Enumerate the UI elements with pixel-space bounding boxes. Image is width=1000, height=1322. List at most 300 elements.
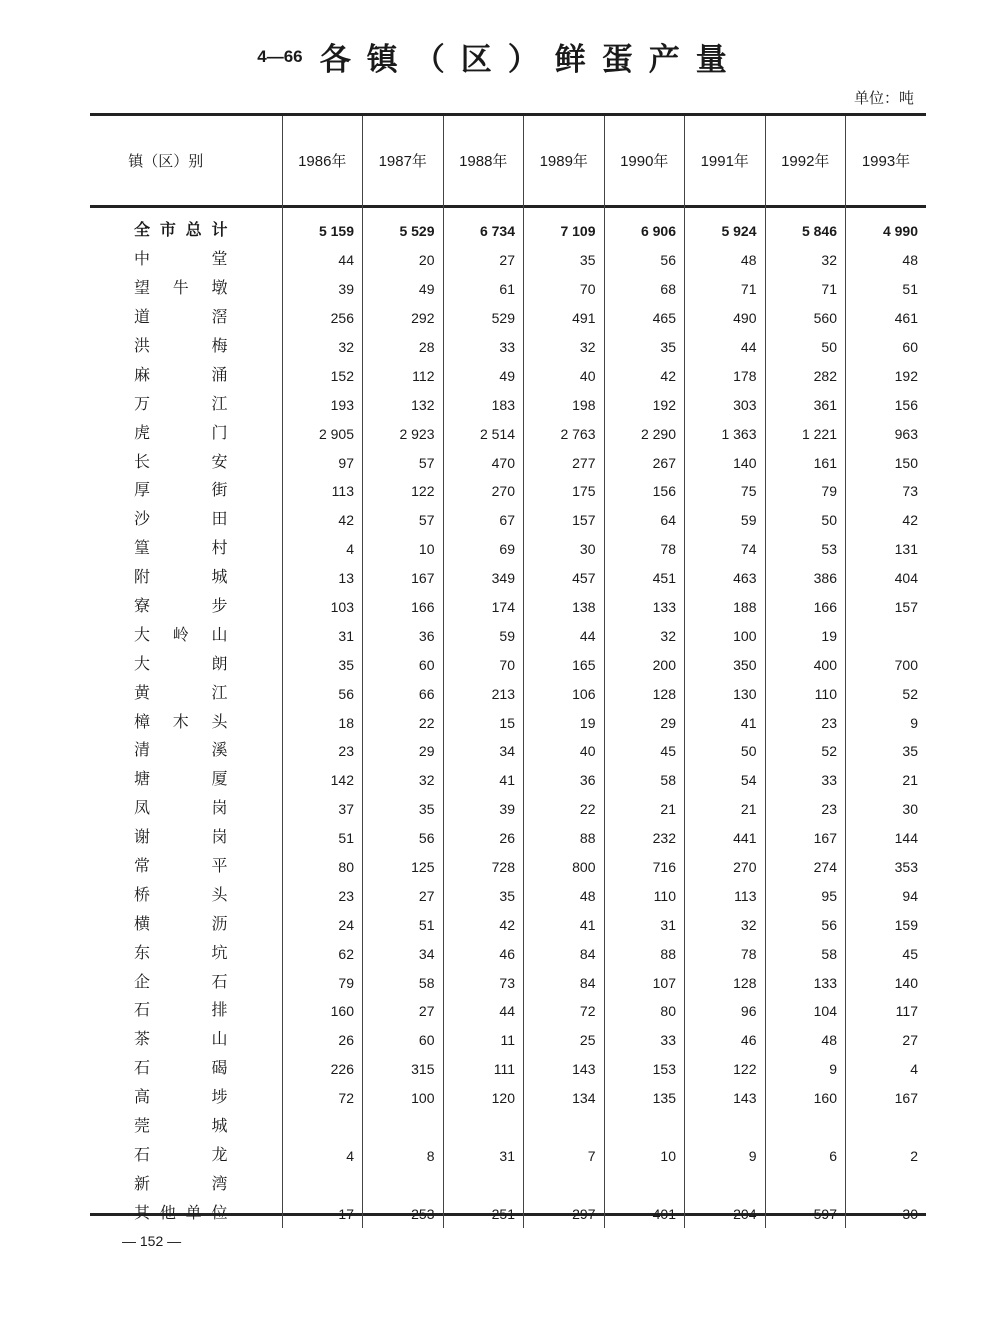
production-value: 32: [282, 333, 363, 362]
production-value: 353: [846, 853, 927, 882]
production-value: 303: [685, 390, 766, 419]
production-value: 200: [604, 650, 685, 679]
production-value: 50: [765, 333, 846, 362]
production-value: 192: [846, 361, 927, 390]
production-value: 166: [765, 593, 846, 622]
production-value: 57: [363, 506, 444, 535]
production-value: 4: [282, 1142, 363, 1171]
table-row: [90, 477, 926, 506]
table-row: [90, 304, 926, 333]
production-value: [604, 1170, 685, 1199]
production-value: 128: [604, 679, 685, 708]
production-value: 23: [765, 708, 846, 737]
region-name: 长安: [134, 453, 228, 471]
production-value: 4: [846, 1055, 927, 1084]
production-value: [765, 1170, 846, 1199]
production-value: 56: [363, 824, 444, 853]
production-value: 157: [524, 506, 605, 535]
region-name: 黄江: [134, 684, 228, 702]
production-value: 33: [765, 766, 846, 795]
production-value: 490: [685, 304, 766, 333]
production-value: 39: [443, 795, 524, 824]
production-value: 54: [685, 766, 766, 795]
region-name: 东坑: [134, 944, 228, 962]
production-value: 5 924: [685, 217, 766, 246]
production-value: 41: [524, 910, 605, 939]
production-value: 6 734: [443, 217, 524, 246]
total-row: [90, 217, 926, 246]
production-value: [846, 1170, 927, 1199]
production-value: 35: [524, 246, 605, 275]
header-spacer-row: [90, 205, 926, 217]
production-value: 21: [846, 766, 927, 795]
production-value: 100: [685, 621, 766, 650]
production-value: 183: [443, 390, 524, 419]
production-value: 21: [685, 795, 766, 824]
production-value: 2 763: [524, 419, 605, 448]
production-value: 88: [604, 939, 685, 968]
production-value: 32: [685, 910, 766, 939]
production-value: 560: [765, 304, 846, 333]
region-name: 石排: [134, 1002, 228, 1020]
production-value: 1 221: [765, 419, 846, 448]
production-value: 132: [363, 390, 444, 419]
production-value: [363, 1170, 444, 1199]
production-value: 175: [524, 477, 605, 506]
region-name: 虎门: [134, 424, 228, 442]
table-row: [90, 1170, 926, 1199]
production-value: [363, 1113, 444, 1142]
production-value: 13: [282, 564, 363, 593]
production-value: 49: [443, 361, 524, 390]
production-value: 7: [524, 1142, 605, 1171]
production-value: 53: [765, 535, 846, 564]
production-value: 51: [363, 910, 444, 939]
production-value: 160: [765, 1084, 846, 1113]
table-row: [90, 390, 926, 419]
production-value: 5 159: [282, 217, 363, 246]
production-value: 68: [604, 275, 685, 304]
production-value: 140: [685, 448, 766, 477]
production-value: 49: [363, 275, 444, 304]
production-value: 23: [282, 737, 363, 766]
production-value: [282, 1113, 363, 1142]
production-value: 72: [282, 1084, 363, 1113]
production-value: 35: [282, 650, 363, 679]
table-row: [90, 593, 926, 622]
production-value: 8: [363, 1142, 444, 1171]
production-value: 165: [524, 650, 605, 679]
production-value: 71: [765, 275, 846, 304]
production-value: 315: [363, 1055, 444, 1084]
production-value: 274: [765, 853, 846, 882]
year-column-header: 1986年: [282, 116, 363, 205]
production-value: 700: [846, 650, 927, 679]
production-value: 386: [765, 564, 846, 593]
table-row: [90, 939, 926, 968]
production-value: 80: [604, 997, 685, 1026]
production-value: 56: [604, 246, 685, 275]
production-value: 251: [443, 1199, 524, 1228]
table-row: [90, 275, 926, 304]
production-value: 150: [846, 448, 927, 477]
table-row: [90, 737, 926, 766]
year-column-header: 1993年: [846, 116, 927, 205]
table-row: [90, 997, 926, 1026]
page-number: — 152 —: [122, 1233, 182, 1249]
header-row: [90, 116, 926, 205]
production-value: 30: [846, 795, 927, 824]
production-value: 50: [765, 506, 846, 535]
production-value: 36: [363, 621, 444, 650]
production-value: 36: [524, 766, 605, 795]
production-value: 37: [282, 795, 363, 824]
production-value: 30: [846, 1199, 927, 1228]
production-value: 70: [524, 275, 605, 304]
region-name: 全市总计: [134, 222, 228, 240]
production-value: 97: [282, 448, 363, 477]
table-row: [90, 968, 926, 997]
production-value: 140: [846, 968, 927, 997]
production-value: 80: [282, 853, 363, 882]
production-value: 28: [363, 333, 444, 362]
production-value: 78: [604, 535, 685, 564]
production-value: 125: [363, 853, 444, 882]
production-value: 159: [846, 910, 927, 939]
region-name: 石龙: [134, 1146, 228, 1164]
production-value: 18: [282, 708, 363, 737]
production-value: 62: [282, 939, 363, 968]
production-value: 74: [685, 535, 766, 564]
production-value: 122: [363, 477, 444, 506]
production-value: 26: [282, 1026, 363, 1055]
production-value: 728: [443, 853, 524, 882]
production-value: 441: [685, 824, 766, 853]
production-value: 32: [604, 621, 685, 650]
production-value: 2 923: [363, 419, 444, 448]
year-column-header: 1990年: [604, 116, 685, 205]
table-row: [90, 1113, 926, 1142]
production-value: 51: [846, 275, 927, 304]
production-value: 56: [282, 679, 363, 708]
region-name: 谢岗: [134, 829, 228, 847]
production-value: 213: [443, 679, 524, 708]
production-value: 17: [282, 1199, 363, 1228]
production-value: 60: [363, 650, 444, 679]
region-name: 新湾: [134, 1175, 228, 1193]
table-row: [90, 910, 926, 939]
production-value: 112: [363, 361, 444, 390]
production-value: 198: [524, 390, 605, 419]
production-value: 26: [443, 824, 524, 853]
production-value: 529: [443, 304, 524, 333]
production-value: 128: [685, 968, 766, 997]
region-name: 凤岗: [134, 800, 228, 818]
production-value: 292: [363, 304, 444, 333]
production-value: 110: [765, 679, 846, 708]
production-value: 122: [685, 1055, 766, 1084]
production-value: 491: [524, 304, 605, 333]
production-value: 42: [443, 910, 524, 939]
production-value: 44: [524, 621, 605, 650]
production-value: 35: [443, 881, 524, 910]
page-title: [0, 34, 1000, 79]
production-value: 963: [846, 419, 927, 448]
production-value: 361: [765, 390, 846, 419]
production-value: 44: [443, 997, 524, 1026]
production-value: 88: [524, 824, 605, 853]
production-value: 9: [685, 1142, 766, 1171]
region-name: 高埗: [134, 1089, 228, 1107]
production-value: 167: [363, 564, 444, 593]
production-value: 111: [443, 1055, 524, 1084]
production-value: 2 514: [443, 419, 524, 448]
production-value: [282, 1170, 363, 1199]
region-name: 其他单位: [134, 1204, 228, 1222]
production-value: 27: [363, 997, 444, 1026]
table-title: 各镇（区）鲜蛋产量: [319, 42, 743, 78]
production-value: 21: [604, 795, 685, 824]
production-value: 40: [524, 737, 605, 766]
production-value: 40: [524, 361, 605, 390]
production-value: 32: [363, 766, 444, 795]
region-name: 大朗: [134, 655, 228, 673]
production-value: 29: [363, 737, 444, 766]
production-value: 48: [524, 881, 605, 910]
production-value: 59: [685, 506, 766, 535]
table-row: [90, 766, 926, 795]
production-value: [846, 1113, 927, 1142]
production-value: 27: [443, 246, 524, 275]
egg-production-table: [90, 116, 926, 1228]
production-value: 597: [765, 1199, 846, 1228]
production-value: 58: [765, 939, 846, 968]
region-name: 麻涌: [134, 366, 228, 384]
production-value: 157: [846, 593, 927, 622]
production-value: 64: [604, 506, 685, 535]
production-value: 60: [363, 1026, 444, 1055]
production-value: 100: [363, 1084, 444, 1113]
production-value: 59: [443, 621, 524, 650]
production-value: 23: [765, 795, 846, 824]
production-value: 130: [685, 679, 766, 708]
production-value: 178: [685, 361, 766, 390]
region-name: 樟木头: [134, 713, 228, 731]
production-value: 31: [282, 621, 363, 650]
region-name: 篁村: [134, 540, 228, 558]
production-value: 41: [443, 766, 524, 795]
production-value: 39: [282, 275, 363, 304]
production-value: [524, 1170, 605, 1199]
table-row: [90, 1084, 926, 1113]
production-value: 46: [443, 939, 524, 968]
production-value: 461: [846, 304, 927, 333]
production-value: 32: [524, 333, 605, 362]
production-value: 113: [282, 477, 363, 506]
production-value: 350: [685, 650, 766, 679]
production-value: 451: [604, 564, 685, 593]
production-value: 204: [685, 1199, 766, 1228]
production-value: 31: [604, 910, 685, 939]
production-value: 72: [524, 997, 605, 1026]
production-value: 2 290: [604, 419, 685, 448]
production-value: 143: [685, 1084, 766, 1113]
production-value: 401: [604, 1199, 685, 1228]
region-name: 石碣: [134, 1060, 228, 1078]
region-name: 中堂: [134, 251, 228, 269]
year-column-header: 1989年: [524, 116, 605, 205]
production-value: 61: [443, 275, 524, 304]
production-value: 349: [443, 564, 524, 593]
production-value: 20: [363, 246, 444, 275]
production-value: 253: [363, 1199, 444, 1228]
table-row: [90, 679, 926, 708]
production-value: [685, 1170, 766, 1199]
production-value: 60: [846, 333, 927, 362]
production-value: 22: [363, 708, 444, 737]
production-value: 1 363: [685, 419, 766, 448]
production-value: 463: [685, 564, 766, 593]
production-value: 58: [363, 968, 444, 997]
production-value: 138: [524, 593, 605, 622]
production-value: 15: [443, 708, 524, 737]
production-value: 84: [524, 968, 605, 997]
production-value: 160: [282, 997, 363, 1026]
production-value: 67: [443, 506, 524, 535]
production-value: 133: [765, 968, 846, 997]
production-value: 156: [604, 477, 685, 506]
production-value: 133: [604, 593, 685, 622]
table-row: [90, 333, 926, 362]
production-value: [604, 1113, 685, 1142]
production-value: 113: [685, 881, 766, 910]
region-name: 寮步: [134, 598, 228, 616]
production-value: [443, 1113, 524, 1142]
production-value: 48: [846, 246, 927, 275]
table-row: [90, 881, 926, 910]
table-row: [90, 535, 926, 564]
table-row: [90, 448, 926, 477]
region-name: 桥头: [134, 886, 228, 904]
production-value: [524, 1113, 605, 1142]
production-value: 35: [846, 737, 927, 766]
production-value: 4 990: [846, 217, 927, 246]
production-value: 267: [604, 448, 685, 477]
production-value: 66: [363, 679, 444, 708]
table-row: [90, 795, 926, 824]
production-value: 193: [282, 390, 363, 419]
production-value: 96: [685, 997, 766, 1026]
production-value: 51: [282, 824, 363, 853]
production-value: 42: [846, 506, 927, 535]
production-value: 23: [282, 881, 363, 910]
production-value: 10: [604, 1142, 685, 1171]
production-value: 120: [443, 1084, 524, 1113]
table-row: [90, 1055, 926, 1084]
production-value: 270: [443, 477, 524, 506]
region-name: 横沥: [134, 915, 228, 933]
production-value: 52: [846, 679, 927, 708]
table-row: [90, 419, 926, 448]
production-value: 5 529: [363, 217, 444, 246]
production-value: 277: [524, 448, 605, 477]
region-name: 望牛墩: [134, 280, 228, 298]
production-value: 57: [363, 448, 444, 477]
region-name: 企石: [134, 973, 228, 991]
production-value: 35: [363, 795, 444, 824]
year-column-header: 1992年: [765, 116, 846, 205]
table-row: [90, 361, 926, 390]
production-value: 19: [524, 708, 605, 737]
year-column-header: 1991年: [685, 116, 766, 205]
table-row: [90, 853, 926, 882]
production-value: 153: [604, 1055, 685, 1084]
production-value: 107: [604, 968, 685, 997]
production-value: 42: [282, 506, 363, 535]
region-name: 万江: [134, 395, 228, 413]
region-name: 洪梅: [134, 338, 228, 355]
production-value: 256: [282, 304, 363, 333]
production-value: 9: [846, 708, 927, 737]
production-value: 7 109: [524, 217, 605, 246]
production-value: 22: [524, 795, 605, 824]
production-value: 24: [282, 910, 363, 939]
production-value: 2 905: [282, 419, 363, 448]
region-name: 附城: [134, 569, 228, 587]
region-name: 清溪: [134, 742, 228, 760]
production-value: 50: [685, 737, 766, 766]
year-column-header: 1988年: [443, 116, 524, 205]
production-value: 11: [443, 1026, 524, 1055]
production-value: 35: [604, 333, 685, 362]
production-value: 166: [363, 593, 444, 622]
production-value: 33: [604, 1026, 685, 1055]
production-value: 79: [765, 477, 846, 506]
production-value: 52: [765, 737, 846, 766]
table-body: [90, 205, 926, 1228]
production-value: 46: [685, 1026, 766, 1055]
production-value: 161: [765, 448, 846, 477]
production-value: [846, 621, 927, 650]
table-row: [90, 621, 926, 650]
production-value: 135: [604, 1084, 685, 1113]
production-value: 94: [846, 881, 927, 910]
region-name: 常平: [134, 858, 228, 876]
region-name: 塘厦: [134, 771, 228, 789]
production-value: 134: [524, 1084, 605, 1113]
production-value: 73: [846, 477, 927, 506]
production-value: 70: [443, 650, 524, 679]
production-value: 79: [282, 968, 363, 997]
production-value: 465: [604, 304, 685, 333]
production-value: 188: [685, 593, 766, 622]
region-column-header: 镇（区）别: [128, 153, 204, 170]
production-value: 33: [443, 333, 524, 362]
table-row: [90, 1199, 926, 1228]
table-row: [90, 506, 926, 535]
region-name: 沙田: [134, 511, 228, 529]
region-name: 厚街: [134, 482, 228, 500]
production-value: 716: [604, 853, 685, 882]
production-value: 103: [282, 593, 363, 622]
production-value: 27: [846, 1026, 927, 1055]
production-value: 282: [765, 361, 846, 390]
production-value: 95: [765, 881, 846, 910]
production-value: 44: [685, 333, 766, 362]
production-value: 2: [846, 1142, 927, 1171]
production-value: 143: [524, 1055, 605, 1084]
production-value: [443, 1170, 524, 1199]
